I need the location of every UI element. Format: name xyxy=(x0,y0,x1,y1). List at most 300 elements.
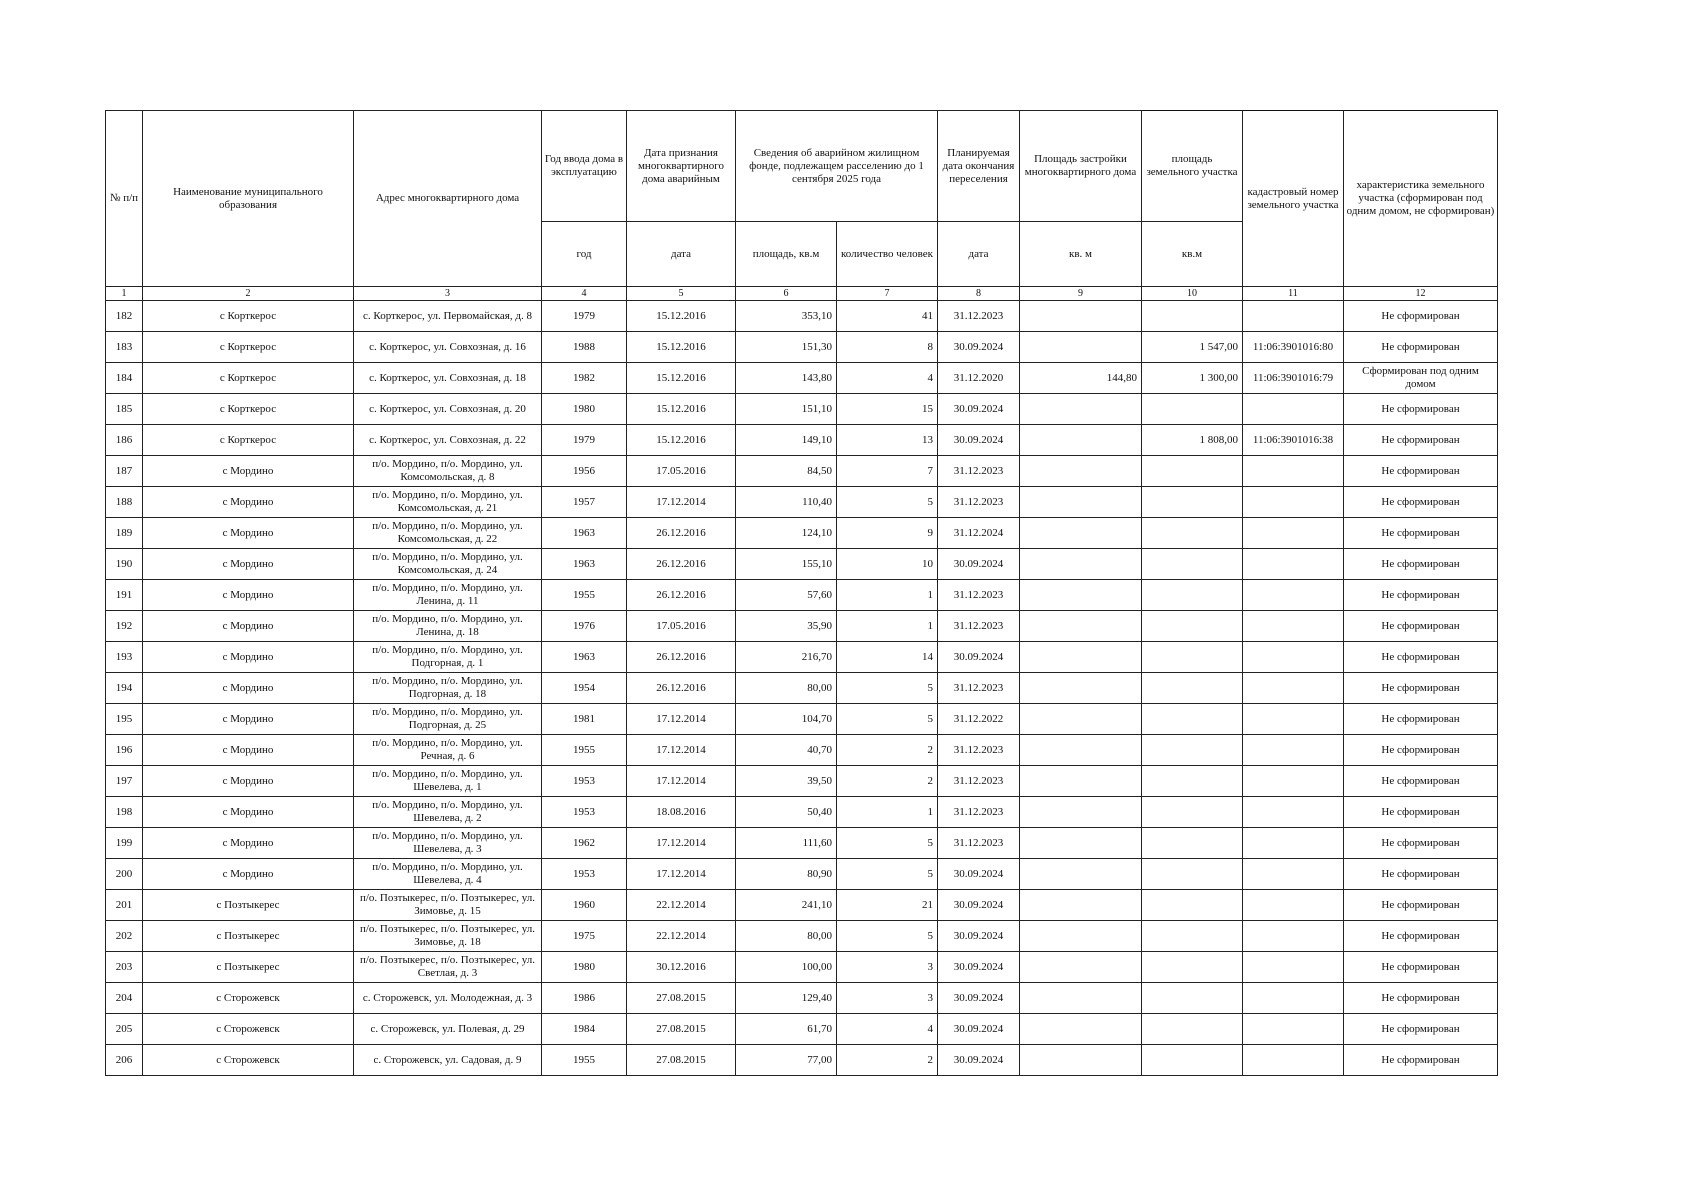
row-number-cell: 187 xyxy=(106,456,143,487)
municipality-cell: с Корткерос xyxy=(143,332,354,363)
people-count-cell: 5 xyxy=(837,828,938,859)
building-area-cell xyxy=(1020,487,1142,518)
land-area-cell xyxy=(1142,890,1243,921)
land-area-cell xyxy=(1142,549,1243,580)
people-count-cell: 3 xyxy=(837,952,938,983)
building-area-cell xyxy=(1020,549,1142,580)
header-cadastral-number: кадастровый номер земельного участка xyxy=(1243,111,1344,287)
area-sqm-cell: 57,60 xyxy=(736,580,837,611)
subheader-building-sqm: кв. м xyxy=(1020,222,1142,287)
land-status-cell: Не сформирован xyxy=(1344,1045,1498,1076)
cadastral-number-cell xyxy=(1243,921,1344,952)
row-number-cell: 201 xyxy=(106,890,143,921)
subheader-area: площадь, кв.м xyxy=(736,222,837,287)
land-area-cell xyxy=(1142,1045,1243,1076)
row-number-cell: 193 xyxy=(106,642,143,673)
emergency-date-cell: 26.12.2016 xyxy=(627,518,736,549)
land-area-cell: 1 547,00 xyxy=(1142,332,1243,363)
building-area-cell xyxy=(1020,890,1142,921)
land-area-cell xyxy=(1142,983,1243,1014)
people-count-cell: 5 xyxy=(837,704,938,735)
cadastral-number-cell xyxy=(1243,797,1344,828)
table-row xyxy=(106,301,1498,332)
row-number-cell: 196 xyxy=(106,735,143,766)
column-number: 2 xyxy=(143,287,354,301)
column-number: 4 xyxy=(542,287,627,301)
municipality-cell: с Мордино xyxy=(143,580,354,611)
row-number-cell: 192 xyxy=(106,611,143,642)
area-sqm-cell: 151,10 xyxy=(736,394,837,425)
land-area-cell xyxy=(1142,952,1243,983)
table-row xyxy=(106,735,1498,766)
people-count-cell: 21 xyxy=(837,890,938,921)
row-number-cell: 184 xyxy=(106,363,143,394)
planned-end-date-cell: 30.09.2024 xyxy=(938,425,1020,456)
municipality-cell: с Мордино xyxy=(143,611,354,642)
emergency-date-cell: 15.12.2016 xyxy=(627,363,736,394)
people-count-cell: 5 xyxy=(837,673,938,704)
cadastral-number-cell xyxy=(1243,1045,1344,1076)
row-number-cell: 206 xyxy=(106,1045,143,1076)
building-area-cell xyxy=(1020,797,1142,828)
year-built-cell: 1986 xyxy=(542,983,627,1014)
header-year-built: Год ввода дома в эксплуатацию xyxy=(542,111,627,222)
municipality-cell: с Корткерос xyxy=(143,301,354,332)
land-area-cell xyxy=(1142,859,1243,890)
emergency-date-cell: 17.12.2014 xyxy=(627,766,736,797)
table-row xyxy=(106,332,1498,363)
cadastral-number-cell xyxy=(1243,1014,1344,1045)
row-number-cell: 189 xyxy=(106,518,143,549)
land-area-cell xyxy=(1142,518,1243,549)
building-area-cell xyxy=(1020,301,1142,332)
address-cell: п/о. Мордино, п/о. Мордино, ул. Комсомольская, д. 22 xyxy=(354,518,542,549)
land-area-cell xyxy=(1142,456,1243,487)
area-sqm-cell: 151,30 xyxy=(736,332,837,363)
row-number-cell: 203 xyxy=(106,952,143,983)
cadastral-number-cell: 11:06:3901016:79 xyxy=(1243,363,1344,394)
year-built-cell: 1962 xyxy=(542,828,627,859)
land-area-cell xyxy=(1142,673,1243,704)
people-count-cell: 1 xyxy=(837,580,938,611)
planned-end-date-cell: 31.12.2023 xyxy=(938,797,1020,828)
people-count-cell: 5 xyxy=(837,859,938,890)
cadastral-number-cell xyxy=(1243,301,1344,332)
planned-end-date-cell: 30.09.2024 xyxy=(938,983,1020,1014)
people-count-cell: 7 xyxy=(837,456,938,487)
building-area-cell xyxy=(1020,766,1142,797)
table-row xyxy=(106,642,1498,673)
header-land-area: площадь земельного участка xyxy=(1142,111,1243,222)
row-number-cell: 202 xyxy=(106,921,143,952)
table-row xyxy=(106,487,1498,518)
building-area-cell xyxy=(1020,611,1142,642)
area-sqm-cell: 110,40 xyxy=(736,487,837,518)
year-built-cell: 1954 xyxy=(542,673,627,704)
column-number: 10 xyxy=(1142,287,1243,301)
municipality-cell: с Мордино xyxy=(143,487,354,518)
table-row xyxy=(106,1045,1498,1076)
emergency-date-cell: 26.12.2016 xyxy=(627,549,736,580)
year-built-cell: 1955 xyxy=(542,735,627,766)
building-area-cell xyxy=(1020,642,1142,673)
row-number-cell: 182 xyxy=(106,301,143,332)
area-sqm-cell: 129,40 xyxy=(736,983,837,1014)
year-built-cell: 1960 xyxy=(542,890,627,921)
land-status-cell: Не сформирован xyxy=(1344,797,1498,828)
emergency-date-cell: 26.12.2016 xyxy=(627,642,736,673)
land-area-cell xyxy=(1142,797,1243,828)
address-cell: п/о. Мордино, п/о. Мордино, ул. Шевелева, д. 4 xyxy=(354,859,542,890)
area-sqm-cell: 100,00 xyxy=(736,952,837,983)
table-row xyxy=(106,983,1498,1014)
emergency-date-cell: 26.12.2016 xyxy=(627,580,736,611)
emergency-date-cell: 22.12.2014 xyxy=(627,921,736,952)
land-status-cell: Не сформирован xyxy=(1344,549,1498,580)
area-sqm-cell: 353,10 xyxy=(736,301,837,332)
cadastral-number-cell: 11:06:3901016:38 xyxy=(1243,425,1344,456)
address-cell: с. Сторожевск, ул. Полевая, д. 29 xyxy=(354,1014,542,1045)
area-sqm-cell: 241,10 xyxy=(736,890,837,921)
row-number-cell: 204 xyxy=(106,983,143,1014)
emergency-date-cell: 17.12.2014 xyxy=(627,735,736,766)
land-area-cell xyxy=(1142,828,1243,859)
emergency-date-cell: 15.12.2016 xyxy=(627,332,736,363)
address-cell: с. Сторожевск, ул. Молодежная, д. 3 xyxy=(354,983,542,1014)
year-built-cell: 1980 xyxy=(542,952,627,983)
row-number-cell: 199 xyxy=(106,828,143,859)
planned-end-date-cell: 31.12.2023 xyxy=(938,828,1020,859)
people-count-cell: 10 xyxy=(837,549,938,580)
planned-end-date-cell: 30.09.2024 xyxy=(938,642,1020,673)
planned-end-date-cell: 30.09.2024 xyxy=(938,921,1020,952)
building-area-cell xyxy=(1020,1014,1142,1045)
cadastral-number-cell xyxy=(1243,487,1344,518)
building-area-cell xyxy=(1020,580,1142,611)
column-number: 12 xyxy=(1344,287,1498,301)
land-status-cell: Не сформирован xyxy=(1344,518,1498,549)
emergency-date-cell: 22.12.2014 xyxy=(627,890,736,921)
municipality-cell: с Позтыкерес xyxy=(143,952,354,983)
address-cell: с. Сторожевск, ул. Садовая, д. 9 xyxy=(354,1045,542,1076)
table-row xyxy=(106,828,1498,859)
building-area-cell: 144,80 xyxy=(1020,363,1142,394)
row-number-cell: 197 xyxy=(106,766,143,797)
area-sqm-cell: 39,50 xyxy=(736,766,837,797)
address-cell: п/о. Мордино, п/о. Мордино, ул. Ленина, д. 11 xyxy=(354,580,542,611)
address-cell: п/о. Мордино, п/о. Мордино, ул. Шевелева, д. 3 xyxy=(354,828,542,859)
cadastral-number-cell xyxy=(1243,766,1344,797)
address-cell: п/о. Мордино, п/о. Мордино, ул. Комсомольская, д. 8 xyxy=(354,456,542,487)
municipality-cell: с Мордино xyxy=(143,456,354,487)
emergency-date-cell: 17.12.2014 xyxy=(627,704,736,735)
land-area-cell xyxy=(1142,642,1243,673)
land-status-cell: Не сформирован xyxy=(1344,704,1498,735)
land-status-cell: Не сформирован xyxy=(1344,766,1498,797)
table-row xyxy=(106,766,1498,797)
table-row xyxy=(106,797,1498,828)
municipality-cell: с Мордино xyxy=(143,797,354,828)
row-number-cell: 191 xyxy=(106,580,143,611)
header-planned-date: Планируемая дата окончания переселения xyxy=(938,111,1020,222)
people-count-cell: 3 xyxy=(837,983,938,1014)
municipality-cell: с Мордино xyxy=(143,735,354,766)
land-status-cell: Не сформирован xyxy=(1344,921,1498,952)
building-area-cell xyxy=(1020,983,1142,1014)
land-status-cell: Не сформирован xyxy=(1344,332,1498,363)
building-area-cell xyxy=(1020,456,1142,487)
area-sqm-cell: 155,10 xyxy=(736,549,837,580)
people-count-cell: 2 xyxy=(837,1045,938,1076)
cadastral-number-cell xyxy=(1243,611,1344,642)
table-row xyxy=(106,921,1498,952)
planned-end-date-cell: 30.09.2024 xyxy=(938,1014,1020,1045)
land-status-cell: Не сформирован xyxy=(1344,425,1498,456)
year-built-cell: 1963 xyxy=(542,549,627,580)
year-built-cell: 1956 xyxy=(542,456,627,487)
area-sqm-cell: 104,70 xyxy=(736,704,837,735)
year-built-cell: 1955 xyxy=(542,580,627,611)
area-sqm-cell: 111,60 xyxy=(736,828,837,859)
land-status-cell: Не сформирован xyxy=(1344,859,1498,890)
address-cell: п/о. Позтыкерес, п/о. Позтыкерес, ул. Светлая, д. 3 xyxy=(354,952,542,983)
land-area-cell xyxy=(1142,735,1243,766)
planned-end-date-cell: 30.09.2024 xyxy=(938,549,1020,580)
people-count-cell: 8 xyxy=(837,332,938,363)
header-building-area: Площадь застройки многоквартирного дома xyxy=(1020,111,1142,222)
subheader-land-sqm: кв.м xyxy=(1142,222,1243,287)
header-land-characteristic: характеристика земельного участка (сформирован под одним домом, не сформирован) xyxy=(1344,111,1498,287)
land-status-cell: Не сформирован xyxy=(1344,952,1498,983)
emergency-date-cell: 27.08.2015 xyxy=(627,1014,736,1045)
column-number: 6 xyxy=(736,287,837,301)
land-status-cell: Не сформирован xyxy=(1344,394,1498,425)
column-number: 11 xyxy=(1243,287,1344,301)
area-sqm-cell: 40,70 xyxy=(736,735,837,766)
municipality-cell: с Сторожевск xyxy=(143,1014,354,1045)
area-sqm-cell: 84,50 xyxy=(736,456,837,487)
housing-table xyxy=(105,110,1498,1076)
planned-end-date-cell: 31.12.2023 xyxy=(938,611,1020,642)
emergency-date-cell: 15.12.2016 xyxy=(627,394,736,425)
area-sqm-cell: 35,90 xyxy=(736,611,837,642)
land-status-cell: Не сформирован xyxy=(1344,735,1498,766)
address-cell: п/о. Мордино, п/о. Мордино, ул. Речная, д. 6 xyxy=(354,735,542,766)
municipality-cell: с Корткерос xyxy=(143,363,354,394)
row-number-cell: 198 xyxy=(106,797,143,828)
planned-end-date-cell: 31.12.2023 xyxy=(938,301,1020,332)
row-number-cell: 194 xyxy=(106,673,143,704)
table-row xyxy=(106,518,1498,549)
column-number: 9 xyxy=(1020,287,1142,301)
municipality-cell: с Сторожевск xyxy=(143,983,354,1014)
municipality-cell: с Сторожевск xyxy=(143,1045,354,1076)
area-sqm-cell: 124,10 xyxy=(736,518,837,549)
address-cell: п/о. Мордино, п/о. Мордино, ул. Ленина, д. 18 xyxy=(354,611,542,642)
year-built-cell: 1963 xyxy=(542,642,627,673)
people-count-cell: 2 xyxy=(837,735,938,766)
area-sqm-cell: 80,00 xyxy=(736,921,837,952)
address-cell: п/о. Мордино, п/о. Мордино, ул. Подгорная, д. 1 xyxy=(354,642,542,673)
address-cell: п/о. Мордино, п/о. Мордино, ул. Комсомольская, д. 24 xyxy=(354,549,542,580)
cadastral-number-cell xyxy=(1243,549,1344,580)
people-count-cell: 13 xyxy=(837,425,938,456)
planned-end-date-cell: 31.12.2023 xyxy=(938,456,1020,487)
emergency-date-cell: 15.12.2016 xyxy=(627,301,736,332)
people-count-cell: 2 xyxy=(837,766,938,797)
emergency-date-cell: 17.12.2014 xyxy=(627,487,736,518)
row-number-cell: 190 xyxy=(106,549,143,580)
emergency-date-cell: 18.08.2016 xyxy=(627,797,736,828)
year-built-cell: 1982 xyxy=(542,363,627,394)
column-number: 3 xyxy=(354,287,542,301)
people-count-cell: 5 xyxy=(837,487,938,518)
people-count-cell: 5 xyxy=(837,921,938,952)
land-status-cell: Не сформирован xyxy=(1344,1014,1498,1045)
planned-end-date-cell: 31.12.2020 xyxy=(938,363,1020,394)
land-status-cell: Не сформирован xyxy=(1344,673,1498,704)
table-row xyxy=(106,363,1498,394)
area-sqm-cell: 61,70 xyxy=(736,1014,837,1045)
planned-end-date-cell: 30.09.2024 xyxy=(938,1045,1020,1076)
year-built-cell: 1953 xyxy=(542,859,627,890)
building-area-cell xyxy=(1020,704,1142,735)
building-area-cell xyxy=(1020,394,1142,425)
subheader-date: дата xyxy=(627,222,736,287)
address-cell: п/о. Мордино, п/о. Мордино, ул. Комсомольская, д. 21 xyxy=(354,487,542,518)
municipality-cell: с Позтыкерес xyxy=(143,890,354,921)
municipality-cell: с Корткерос xyxy=(143,425,354,456)
emergency-date-cell: 17.12.2014 xyxy=(627,859,736,890)
land-area-cell xyxy=(1142,1014,1243,1045)
people-count-cell: 4 xyxy=(837,363,938,394)
building-area-cell xyxy=(1020,332,1142,363)
year-built-cell: 1979 xyxy=(542,301,627,332)
building-area-cell xyxy=(1020,673,1142,704)
table-row xyxy=(106,611,1498,642)
area-sqm-cell: 216,70 xyxy=(736,642,837,673)
cadastral-number-cell xyxy=(1243,704,1344,735)
table-row xyxy=(106,549,1498,580)
year-built-cell: 1953 xyxy=(542,797,627,828)
cadastral-number-cell xyxy=(1243,735,1344,766)
building-area-cell xyxy=(1020,518,1142,549)
address-cell: п/о. Позтыкерес, п/о. Позтыкерес, ул. Зимовье, д. 18 xyxy=(354,921,542,952)
year-built-cell: 1988 xyxy=(542,332,627,363)
land-area-cell xyxy=(1142,580,1243,611)
building-area-cell xyxy=(1020,921,1142,952)
table-row xyxy=(106,673,1498,704)
people-count-cell: 9 xyxy=(837,518,938,549)
address-cell: п/о. Мордино, п/о. Мордино, ул. Подгорная, д. 25 xyxy=(354,704,542,735)
land-area-cell: 1 808,00 xyxy=(1142,425,1243,456)
building-area-cell xyxy=(1020,1045,1142,1076)
year-built-cell: 1963 xyxy=(542,518,627,549)
address-cell: п/о. Мордино, п/о. Мордино, ул. Шевелева, д. 2 xyxy=(354,797,542,828)
header-emergency-date: Дата признания многоквартирного дома аварийным xyxy=(627,111,736,222)
people-count-cell: 15 xyxy=(837,394,938,425)
address-cell: с. Корткерос, ул. Совхозная, д. 18 xyxy=(354,363,542,394)
land-status-cell: Не сформирован xyxy=(1344,828,1498,859)
header-number: № п/п xyxy=(106,111,143,287)
subheader-people: количество человек xyxy=(837,222,938,287)
year-built-cell: 1955 xyxy=(542,1045,627,1076)
people-count-cell: 14 xyxy=(837,642,938,673)
area-sqm-cell: 149,10 xyxy=(736,425,837,456)
cadastral-number-cell: 11:06:3901016:80 xyxy=(1243,332,1344,363)
land-status-cell: Не сформирован xyxy=(1344,642,1498,673)
row-number-cell: 188 xyxy=(106,487,143,518)
column-number: 7 xyxy=(837,287,938,301)
land-status-cell: Не сформирован xyxy=(1344,456,1498,487)
cadastral-number-cell xyxy=(1243,642,1344,673)
column-number: 1 xyxy=(106,287,143,301)
area-sqm-cell: 77,00 xyxy=(736,1045,837,1076)
planned-end-date-cell: 31.12.2023 xyxy=(938,735,1020,766)
people-count-cell: 1 xyxy=(837,797,938,828)
municipality-cell: с Мордино xyxy=(143,828,354,859)
land-area-cell xyxy=(1142,394,1243,425)
planned-end-date-cell: 30.09.2024 xyxy=(938,952,1020,983)
area-sqm-cell: 50,40 xyxy=(736,797,837,828)
cadastral-number-cell xyxy=(1243,580,1344,611)
building-area-cell xyxy=(1020,952,1142,983)
area-sqm-cell: 80,90 xyxy=(736,859,837,890)
cadastral-number-cell xyxy=(1243,983,1344,1014)
table-row xyxy=(106,1014,1498,1045)
people-count-cell: 1 xyxy=(837,611,938,642)
year-built-cell: 1979 xyxy=(542,425,627,456)
table-row xyxy=(106,952,1498,983)
header-municipality: Наименование муниципального образования xyxy=(143,111,354,287)
year-built-cell: 1984 xyxy=(542,1014,627,1045)
emergency-date-cell: 27.08.2015 xyxy=(627,1045,736,1076)
cadastral-number-cell xyxy=(1243,394,1344,425)
land-area-cell xyxy=(1142,487,1243,518)
subheader-end-date: дата xyxy=(938,222,1020,287)
emergency-date-cell: 17.12.2014 xyxy=(627,828,736,859)
planned-end-date-cell: 30.09.2024 xyxy=(938,332,1020,363)
planned-end-date-cell: 30.09.2024 xyxy=(938,859,1020,890)
planned-end-date-cell: 31.12.2022 xyxy=(938,704,1020,735)
area-sqm-cell: 80,00 xyxy=(736,673,837,704)
year-built-cell: 1980 xyxy=(542,394,627,425)
cadastral-number-cell xyxy=(1243,828,1344,859)
planned-end-date-cell: 31.12.2023 xyxy=(938,673,1020,704)
land-area-cell xyxy=(1142,921,1243,952)
municipality-cell: с Мордино xyxy=(143,704,354,735)
row-number-cell: 186 xyxy=(106,425,143,456)
land-status-cell: Не сформирован xyxy=(1344,487,1498,518)
row-number-cell: 205 xyxy=(106,1014,143,1045)
municipality-cell: с Корткерос xyxy=(143,394,354,425)
area-sqm-cell: 143,80 xyxy=(736,363,837,394)
address-cell: с. Корткерос, ул. Совхозная, д. 22 xyxy=(354,425,542,456)
planned-end-date-cell: 31.12.2023 xyxy=(938,766,1020,797)
address-cell: с. Корткерос, ул. Совхозная, д. 20 xyxy=(354,394,542,425)
planned-end-date-cell: 31.12.2023 xyxy=(938,487,1020,518)
land-area-cell xyxy=(1142,301,1243,332)
year-built-cell: 1975 xyxy=(542,921,627,952)
people-count-cell: 41 xyxy=(837,301,938,332)
cadastral-number-cell xyxy=(1243,456,1344,487)
planned-end-date-cell: 30.09.2024 xyxy=(938,890,1020,921)
land-status-cell: Не сформирован xyxy=(1344,301,1498,332)
cadastral-number-cell xyxy=(1243,890,1344,921)
land-area-cell xyxy=(1142,611,1243,642)
year-built-cell: 1957 xyxy=(542,487,627,518)
municipality-cell: с Мордино xyxy=(143,859,354,890)
